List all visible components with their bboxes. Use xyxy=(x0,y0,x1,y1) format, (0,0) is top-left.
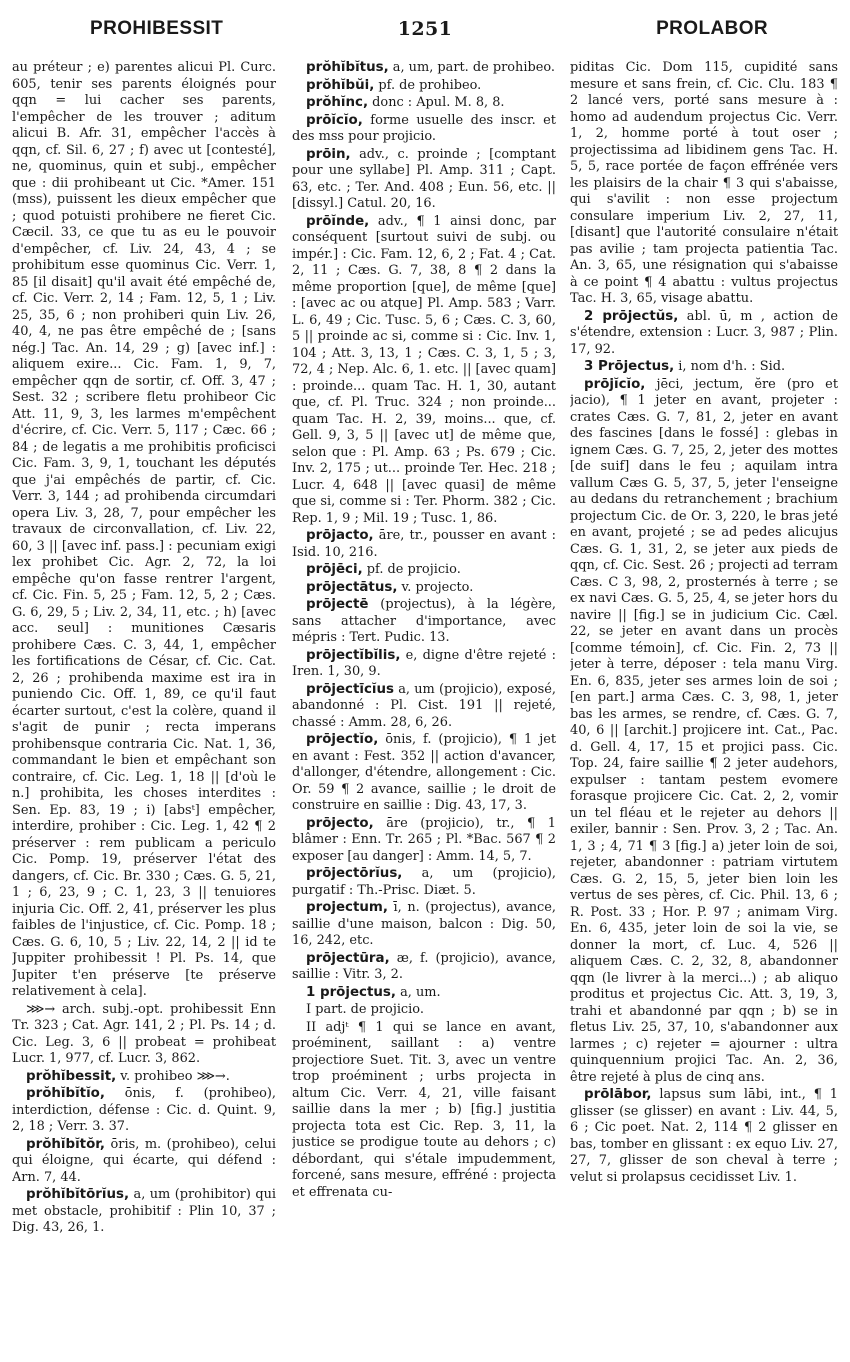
dictionary-entry xyxy=(292,1002,556,1019)
entry-text: ōris, m. (prohibeo), celui qui éloigne, qui écarte, qui défend : Arn. 7, 44. xyxy=(12,1136,276,1185)
headword: prōjectĭo, xyxy=(306,732,379,747)
entry-text: a, um (projicio), exposé, abandonné : Pl. Cist. 191 || rejeté, chassé : Amm. 28, 6, 26. xyxy=(292,681,556,730)
entry-text: a, um (prohibitor) qui met obstacle, prohibitif : Plin 10, 37 ; Dig. 43, 26, 1. xyxy=(12,1187,276,1235)
entry-text: lapsus sum lābi, int., ¶ 1 glisser (se glisser) en avant : Liv. 44, 5, 6 ; Cic poet. Nat. 2, 114 ¶ 2 glisser en bas, tomber en glissant : ex equo Liv. 27, 27, 7, glisser de son cheval à terre ; velut si prolapsus cecidisset Liv. 1. xyxy=(570,1087,838,1185)
headword: 2 prōjectŭs, xyxy=(584,308,679,324)
dictionary-entry xyxy=(292,866,556,899)
entry-text: ōnis, f. (prohibeo), interdiction, défense : Cic. d. Quint. 9, 2, 18 ; Verr. 3. 37. xyxy=(12,1086,276,1134)
dictionary-entry xyxy=(292,147,556,213)
entry-text: adv., c. proinde ; [comptant pour une syllabe] Pl. Amp. 311 ; Capt. 63, etc. ; Ter. And. 408 ; Eun. 56, etc. || [dissyl.] Catul. 20, 16. xyxy=(292,146,556,211)
headword: 1 prōjectus, xyxy=(306,984,396,1000)
headword: prōjectātus, xyxy=(306,579,398,595)
entry-text: ōnis, f. (projicio), ¶ 1 jet en avant : Fest. 352 || action d'avancer, d'allonger, d'étendre, allongement : Cic. Or. 59 ¶ 2 avance, saillie ; le droit de construire en saillie : Dig. 43, 17, 3. xyxy=(292,732,556,813)
dictionary-entry xyxy=(12,1187,276,1237)
entry-text: v. projecto. xyxy=(397,579,474,595)
entry-text: I part. de projicio. xyxy=(306,1002,424,1017)
entry-text: a, um (projicio), purgatif : Th.-Prisc. Diæt. 5. xyxy=(292,866,556,898)
dictionary-entry xyxy=(570,377,838,1087)
entry-text: (projectus), à la légère, sans attacher d'importance, avec mépris : Tert. Pudic. 13. xyxy=(292,597,556,645)
page-number: 1251 xyxy=(397,18,453,40)
headword: prōjēci, xyxy=(306,562,363,577)
entry-text: piditas Cic. Dom 115, cupidité sans mesure et sans frein, cf. Cic. Clu. 183 ¶ 2 lancé vers, porté sans mesure à : homo ad audendum projectus Cic. Verr. 1, 2, homme porté à tout oser ; projectissima ad libidinem gens Tac. H. 5, 5, race portée de façon effrénée vers les plaisirs de la chair ¶ 3 qui s'abaisse, qui s'avilit : non esse projectum consulare imperium Liv. 2, 27, 11, [disant] que l'autorité consulaire n'était pas avilie ; tam projecta patientia Tac. An. 3, 65, une résignation qui s'abaisse à ce point ¶ 4 abattu : vultus projectus Tac. H. 3, 65, visage abattu. xyxy=(570,60,838,306)
dictionary-entry xyxy=(292,900,556,950)
dictionary-entry xyxy=(292,1020,556,1202)
headword: prōjectīcĭus xyxy=(306,681,395,697)
headword: prōjacto, xyxy=(306,528,374,543)
entry-text: II adjᵗ ¶ 1 qui se lance en avant, proéminent, saillant : a) ventre projectiore Suet. Tit. 3, avec un ventre trop proéminent ; urbs projecta in altum Cic. Verr. 4, 21, ville faisant saillie dans la mer ; b) [fig.] justitia projecta tota est Cic. Rep. 3, 11, la justice se prodigue toute au dehors ; c) débordant, qui s'étale impudemment, forcené, sans mesure, effréné : projecta et effrenata cu- xyxy=(292,1019,556,1200)
dictionary-entry xyxy=(292,113,556,146)
dictionary-entry xyxy=(292,682,556,732)
entry-text: pf. de prohibeo. xyxy=(374,77,482,93)
entry-text: adv., ¶ 1 ainsi donc, par conséquent [surtout suivi de subj. ou impér.] : Cic. Fam. 12, 6, 2 ; Fat. 4 ; Cat. 2, 11 ; Cæs. G. 7, 38, 8 ¶ 2 dans la même proportion [que], de même [que] : [avec ac ou atque] Pl. Amp. 583 ; Varr. L. 6, 49 ; Cic. Tusc. 5, 6 ; Cæs. C. 3, 60, 5 || proinde ac si, comme si : Cic. Inv. 1, 104 ; Att. 3, 13, 1 ; Cæs. C. 3, 1, 5 ; 3, 72, 4 ; Nep. Alc. 6, 1. etc. || [avec quam] : proinde... quam Tac. H. 1, 30, autant que, cf. Pl. Truc. 324 ; non proinde... quam Tac. H. 2, 39, moins... que, cf. Gell. 9, 3, 5 || [avec ut] de même que, selon que : Pl. Amp. 63 ; Ps. 679 ; Cic. Inv. 2, 175 ; ut... proinde Ter. Hec. 218 ; Lucr. 4, 648 || [avec quasi] de même que si, comme si : Ter. Phorm. 382 ; Cic. Rep. 1, 9 ; Mil. 19 ; Tusc. 1, 86. xyxy=(292,213,556,526)
dictionary-entry xyxy=(292,528,556,561)
headword: prōin, xyxy=(306,146,351,162)
dictionary-entry xyxy=(292,78,556,95)
headword: prōjĭcĭo, xyxy=(584,376,646,392)
headword: prŏhĭbĭtus, xyxy=(306,60,389,75)
entry-text: i, nom d'h. : Sid. xyxy=(674,359,786,374)
headword: prōjectūra, xyxy=(306,950,390,966)
headword: 3 Prōjectus, xyxy=(584,359,675,374)
headword: prŏhĭbĭtĭo, xyxy=(26,1086,105,1101)
entry-text: jēci, jectum, ĕre (pro et jacio), ¶ 1 jeter en avant, projeter : crates Cæs. G. 7, 81, 2, jeter en avant des fascines [dans le fossé] : glebas in ignem Cæs. G. 7, 25, 2, jeter des mottes [de suif] dans le feu ; aquilam intra vallum Cæs G. 5, 37, 5, jeter l'enseigne au dedans du retranchement ; brachium projectum Cic. de Or. 3, 220, le bras jeté en avant, projeté ; se ad pedes alicujus Cæs. G. 1, 31, 2, se jeter aux pieds de qqn, cf. Cic. Sest. 26 ; projecti ad terram Cæs. C 3, 98, 2, prosternés à terre ; se ex navi Cæs. G. 5, 25, 4, se jeter hors du navire || [fig.] se in judicium Cic. Cæl. 22, se jeter en avant dans un procès [comme témoin], cf. Cic. Fin. 2, 73 || jeter à terre, déposer : tela manu Virg. En. 6, 835, jeter ses armes loin de soi ; [en part.] arma Cæs. C. 3, 98, 1, jeter bas les armes, se rendre, cf. Cæs. G. 7, 40, 6 || [archit.] projicere int. Cat., Pac. d. Gell. 4, 17, 15 et projici pass. Cic. Top. 24, faire saillie ¶ 2 jeter audehors, expulser : tantam pestem evomere forasque projicere Cic. Cat. 2, 2, vomir un tel fléau et le rejeter au dehors || exiler, bannir : Sen. Prov. 3, 2 ; Tac. An. 1, 3 ; 4, 71 ¶ 3 [fig.] a) jeter loin de soi, rejeter, abandonner : patriam virtutem Cæs. G. 2, 15, 5, jeter bien loin les vertus de ses pères, cf. Cic. Phil. 13, 6 ; R. Post. 33 ; Hor. P. 97 ; animam Virg. En. 6, 435, jeter loin de soi la vie, se donner la mort, cf. Luc. 4, 526 || aliquem Cæs. C. 2, 32, 8, abandonner qqn (le livrer à la merci...) ; ab aliquo proditus et projectus Cic. Att. 3, 19, 3, trahi et abandonné par qqn ; b) se in fletus Liv. 25, 37, 10, s'abandonner aux larmes ; c) rejeter = ajourner : ultra quinquennium projici Tac. An. 2, 36, être rejeté à plus de cinq ans. xyxy=(570,376,838,1085)
headword: prōjecto, xyxy=(306,815,374,831)
dictionary-entry xyxy=(292,597,556,647)
text-column-2 xyxy=(292,60,556,1350)
headword: prōjectē xyxy=(306,597,369,612)
dictionary-entry xyxy=(12,1002,276,1068)
dictionary-entry xyxy=(570,359,838,376)
entry-text: āre, tr., pousser en avant : Isid. 10, 216. xyxy=(292,528,556,560)
headword: prŏhĭbĭtŏr, xyxy=(26,1136,106,1152)
headword: prŏhĭbessit, xyxy=(26,1068,117,1084)
entry-text: a, um. xyxy=(395,984,441,1000)
dictionary-entry xyxy=(12,1137,276,1187)
dictionary-entry xyxy=(292,580,556,597)
dictionary-entry xyxy=(292,95,556,112)
entry-text: au préteur ; e) parentes alicui Pl. Curc. 605, tenir ses parents éloignés pour qqn = lui cacher ses parents, l'empêcher de les trouver ; aditum alicui B. Afr. 31, empêcher l'accès à qqn, cf. Sil. 6, 27 ; f) avec ut [contesté], ne, quominus, quin et subj., empêcher que : dii prohibeant ut Cic. *Amer. 151 (mss), puissent les dieux empêcher que ; quod potuisti prohibere ne fieret Cic. Cæcil. 33, ce que tu as eu le pouvoir d'empêcher, cf. Liv. 24, 43, 4 ; se prohibitum esse quominus Cic. Verr. 1, 85 [il disait] qu'il avait été empêché de, cf. Cic. Verr. 2, 14 ; Fam. 12, 5, 1 ; Liv. 25, 35, 6 ; non prohiberi quin Liv. 26, 40, 4, ne pas être empêché de ; [sans nég.] Tac. An. 14, 29 ; g) [avec inf.] : aliquem exire... Cic. Fam. 1, 9, 7, empêcher qqn de sortir, cf. Off. 3, 47 ; Sest. 32 ; scribere fletu prohibeor Cic Att. 11, 9, 3, les larmes m'empêchent d'écrire, cf. Cic. Verr. 5, 117 ; Cæc. 66 ; 84 ; de legatis a me prohibitis proficisci Cic. Fam. 3, 9, 1, touchant les députés que j'ai empêchés de partir, cf. Cic. Verr. 3, 144 ; ad prohibenda circumdari opera Liv. 3, 28, 7, pour empêcher les travaux de circonvallation, cf. Liv. 22, 60, 3 || [avec inf. pass.] : pecuniam exigi lex prohibet Cic. Agr. 2, 72, la loi empêche qu'on fasse rentrer l'argent, cf. Cic. Fin. 5, 25 ; Fam. 12, 5, 2 ; Cæs. G. 6, 29, 5 ; Liv. 2, 34, 11, etc. ; h) [avec acc. seul] : munitiones Cæsaris prohibere Cæs. C. 3, 44, 1, empêcher les fortifications de César, cf. Cic. Cat. 2, 26 ; prohibenda maxime est ira in puniendo Cic. Off. 1, 89, ce qu'il faut écarter surtout, c'est la colère, quand il s'agit de punir ; recta imperans prohibensque contraria Cic. Nat. 1, 36, commandant le bien et empêchant son contraire, cf. Cic. Leg. 1, 18 || [d'où le n.] prohibita, les choses interdites : Sen. Ep. 83, 19 ; i) [absᵗ] empêcher, interdire, prohiber : Cic. Leg. 1, 42 ¶ 2 préserver : rem publicam a periculo Cic. Pomp. 19, préserver l'état des dangers, cf. Cic. Br. 330 ; Cæs. G. 5, 21, 1 ; 6, 23, 9 ; C. 1, 23, 3 || tenuiores injuria Cic. Off. 2, 41, préserver les plus faibles de l'injustice, cf. Cic. Pomp. 18 ; Cæs. G. 6, 10, 5 ; Liv. 22, 14, 2 || id te Juppiter prohibessit ! Pl. Ps. 14, que Jupiter t'en préserve [te préserve relativement à cela]. xyxy=(12,60,276,999)
dictionary-entry xyxy=(570,60,838,308)
headword: prŏhĭbŭi, xyxy=(306,77,375,93)
headword: prŏhĭnc, xyxy=(306,95,369,110)
headword: prōlābor, xyxy=(584,1087,652,1102)
entry-text: v. prohibeo ⋙→. xyxy=(116,1068,230,1084)
entry-text: abl. ū, m , action de s'étendre, extension : Lucr. 3, 987 ; Plin. 17, 92. xyxy=(570,308,838,357)
headword: prōĭnde, xyxy=(306,213,370,229)
entry-text: donc : Apul. M. 8, 8. xyxy=(368,95,505,110)
headword: projectum, xyxy=(306,900,388,915)
dictionary-entry xyxy=(12,1086,276,1136)
headword: prōjectōrĭus, xyxy=(306,866,403,881)
running-head-right: PROLABOR xyxy=(656,18,768,39)
entry-text: āre (projicio), tr., ¶ 1 blâmer : Enn. Tr. 265 ; Pl. *Bac. 567 ¶ 2 exposer [au danger] : Amm. 14, 5, 7. xyxy=(292,815,556,864)
dictionary-entry xyxy=(570,1087,838,1186)
page-header xyxy=(0,18,850,48)
entry-text: ⋙→ arch. subj.-opt. prohibessit Enn Tr. 323 ; Cat. Agr. 141, 2 ; Pl. Ps. 14 ; d. Cic. Leg. 3, 6 || probeat = prohibeat Lucr. 1, 977, cf. Lucr. 3, 862. xyxy=(12,1001,276,1066)
entry-text: ī, n. (projectus), avance, saillie d'une maison, balcon : Dig. 50, 16, 242, etc. xyxy=(292,900,556,948)
entry-text: e, digne d'être rejeté : Iren. 1, 30, 9. xyxy=(292,647,556,679)
dictionary-entry xyxy=(292,60,556,77)
text-column-3 xyxy=(570,60,838,1350)
headword: prŏhĭbĭtōrĭus, xyxy=(26,1187,130,1202)
dictionary-entry xyxy=(292,985,556,1002)
entry-text: a, um, part. de prohibeo. xyxy=(388,60,555,75)
headword: prōĭcĭo, xyxy=(306,112,363,128)
dictionary-entry xyxy=(12,60,276,1001)
dictionary-entry xyxy=(292,732,556,815)
dictionary-entry xyxy=(292,562,556,579)
dictionary-entry xyxy=(570,309,838,359)
entry-text: æ, f. (projicio), avance, saillie : Vitr. 3, 2. xyxy=(292,950,556,982)
text-column-1 xyxy=(12,60,276,1350)
entry-text: pf. de projicio. xyxy=(362,562,461,577)
dictionary-entry xyxy=(292,951,556,984)
dictionary-entry xyxy=(12,1069,276,1086)
entry-text: forme usuelle des inscr. et des mss pour projicio. xyxy=(292,112,556,144)
dictionary-entry xyxy=(292,816,556,866)
dictionary-entry xyxy=(292,648,556,681)
headword: prōjectĭbĭlis, xyxy=(306,647,401,663)
dictionary-entry xyxy=(292,214,556,528)
running-head-left: PROHIBESSIT xyxy=(90,18,224,39)
